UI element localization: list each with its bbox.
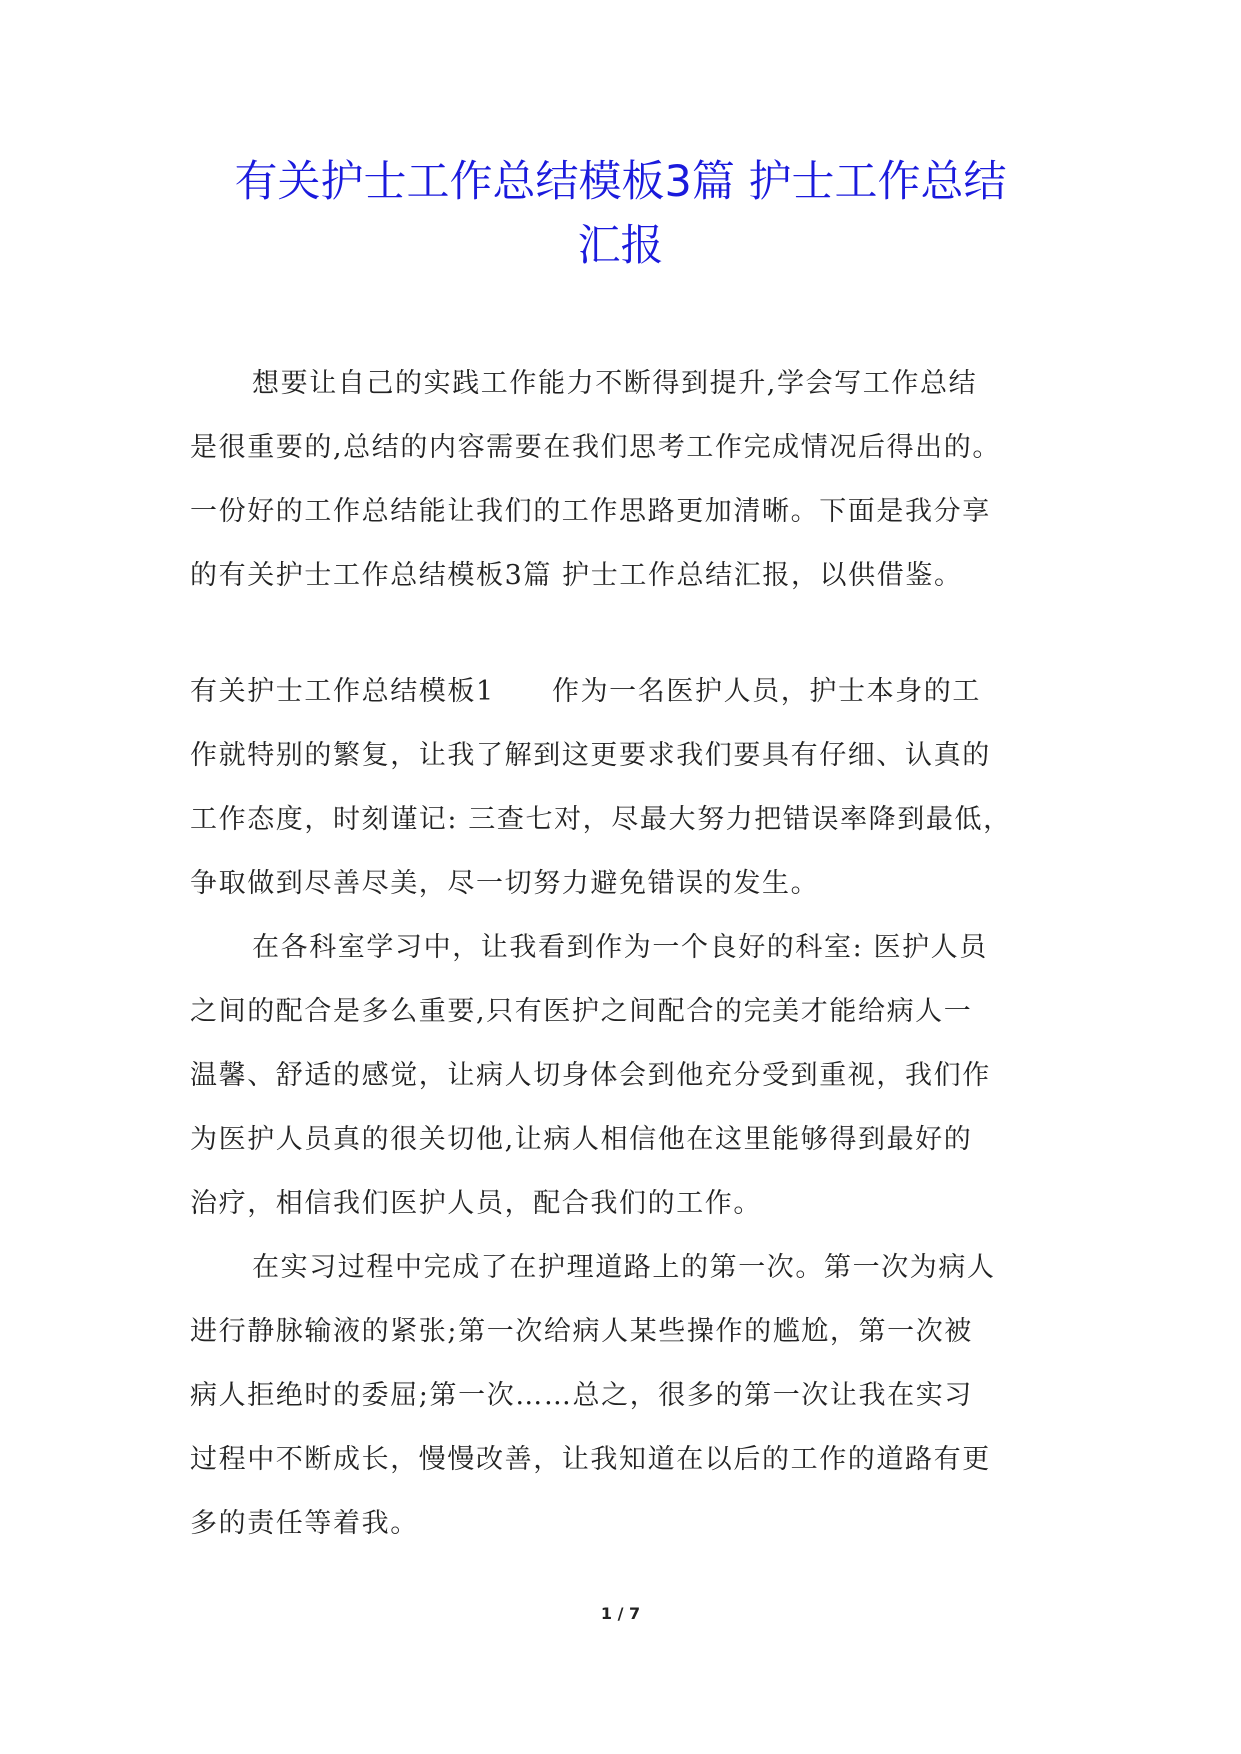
paragraph-line: 有关护士工作总结模板1 作为一名医护人员，护士本身的工 — [190, 676, 981, 707]
paragraph-spacer — [190, 608, 1052, 660]
paragraph-line: 一份好的工作总结能让我们的工作思路更加清晰。下面是我分享 — [190, 496, 991, 527]
paragraph-firsts — [190, 1236, 1052, 1556]
paragraph-line: 过程中不断成长，慢慢改善，让我知道在以后的工作的道路有更 — [190, 1444, 991, 1475]
paragraph-line: 治疗，相信我们医护人员，配合我们的工作。 — [190, 1188, 762, 1219]
paragraph-line: 想要让自己的实践工作能力不断得到提升,学会写工作总结 — [252, 368, 978, 399]
paragraph-line: 争取做到尽善尽美，尽一切努力避免错误的发生。 — [190, 868, 820, 899]
document-title — [150, 150, 1091, 278]
paragraph-line: 之间的配合是多么重要,只有医护之间配合的完美才能给病人一 — [190, 996, 973, 1027]
paragraph-line: 的有关护士工作总结模板3篇 护士工作总结汇报，以供借鉴。 — [190, 560, 963, 591]
paragraph-line: 为医护人员真的很关切他,让病人相信他在这里能够得到最好的 — [190, 1124, 973, 1155]
paragraph-line: 病人拒绝时的委屈;第一次……总之，很多的第一次让我在实习 — [190, 1380, 973, 1411]
paragraph-line: 是很重要的,总结的内容需要在我们思考工作完成情况后得出的。 — [190, 432, 1001, 463]
title-line-1: 有关护士工作总结模板3篇 护士工作总结 — [234, 157, 1007, 207]
paragraph-line: 在各科室学习中，让我看到作为一个良好的科室: 医护人员 — [252, 932, 988, 963]
paragraph-line: 温馨、舒适的感觉，让病人切身体会到他充分受到重视，我们作 — [190, 1060, 991, 1091]
paragraph-intro — [190, 352, 1052, 608]
paragraph-line: 作就特别的繁复，让我了解到这更要求我们要具有仔细、认真的 — [190, 740, 991, 771]
paragraph-teamwork — [190, 916, 1052, 1236]
page-number: 1 / 7 — [600, 1604, 641, 1623]
paragraph-line: 进行静脉输液的紧张;第一次给病人某些操作的尴尬，第一次被 — [190, 1316, 973, 1347]
paragraph-template-1 — [190, 660, 1052, 916]
title-line-2: 汇报 — [577, 221, 664, 271]
document-body — [190, 352, 1052, 1556]
paragraph-line: 在实习过程中完成了在护理道路上的第一次。第一次为病人 — [252, 1252, 996, 1283]
paragraph-line: 工作态度，时刻谨记: 三查七对，尽最大努力把错误率降到最低， — [190, 804, 1012, 835]
paragraph-line: 多的责任等着我。 — [190, 1508, 419, 1539]
